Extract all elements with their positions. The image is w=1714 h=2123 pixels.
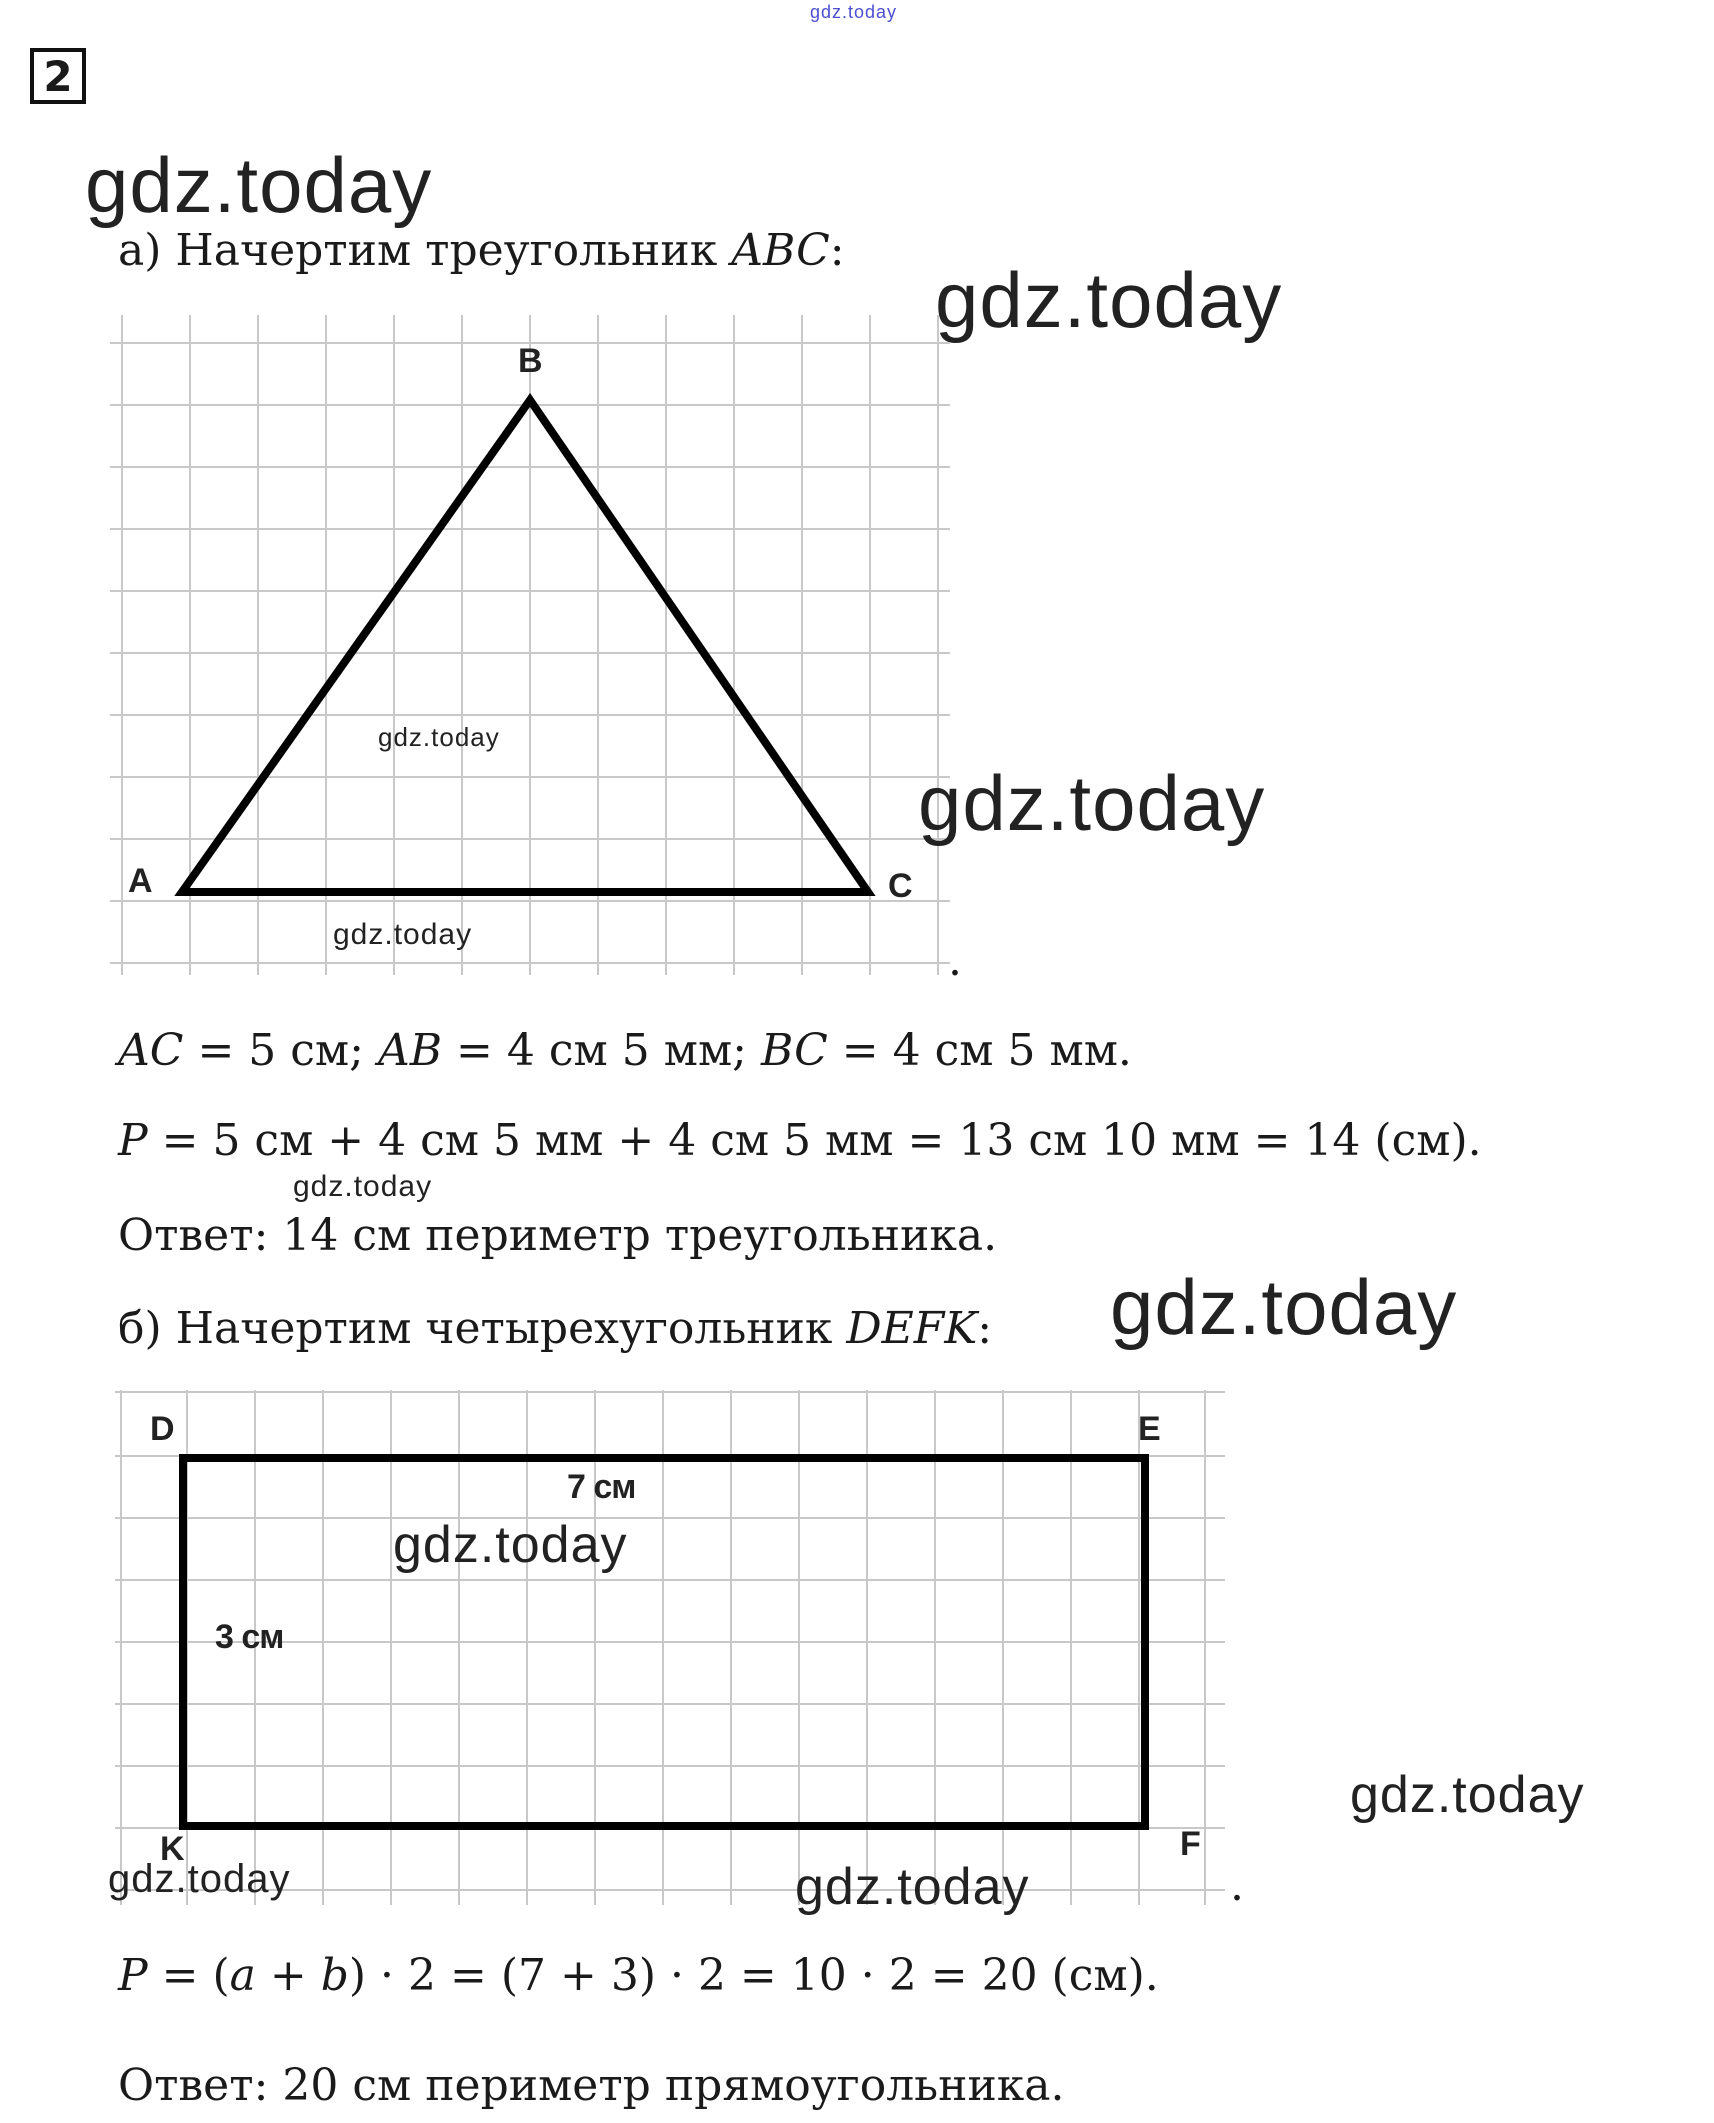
vertex-c-label: C: [888, 867, 913, 905]
grid: [110, 315, 950, 975]
perimeter-symbol: P: [118, 1115, 148, 1166]
vertex-f-label: F: [1180, 1825, 1201, 1863]
watermark: gdz.today: [1110, 1263, 1458, 1351]
vertex-e-label: E: [1138, 1410, 1161, 1448]
watermark: gdz.today: [935, 256, 1283, 344]
perimeter-a-expression: = 5 см + 4 см 5 мм + 4 см 5 мм = 13 см 10 мм = 14 (см).: [147, 1115, 1482, 1166]
watermark: gdz.today: [393, 1516, 628, 1574]
perimeter-b-line: [118, 1950, 1159, 2001]
triangle-figure: [110, 315, 970, 980]
width-label: 3 см: [215, 1618, 284, 1656]
vertex-k-label: K: [160, 1830, 185, 1868]
watermark: gdz.today: [293, 1170, 433, 1203]
answer-a: Ответ: 14 см периметр треугольника.: [118, 1210, 998, 1261]
side-ab-value: = 4 см 5 мм;: [442, 1025, 761, 1076]
side-ac-value: = 5 см;: [183, 1025, 378, 1076]
watermark: gdz.today: [85, 141, 433, 229]
side-bc: BC: [760, 1025, 828, 1076]
watermark: gdz.today: [378, 722, 500, 752]
part-b-heading-var: DEFK: [846, 1303, 978, 1354]
part-b-heading-prefix: б) Начертим четырехугольник: [118, 1303, 847, 1354]
part-a-heading-suffix: :: [829, 225, 845, 276]
side-bc-value: = 4 см 5 мм.: [827, 1025, 1132, 1076]
task-number-badge: 2: [30, 48, 86, 104]
watermark: gdz.today: [918, 759, 1266, 847]
figure-end-dot: .: [1230, 1860, 1244, 1911]
answer-b: Ответ: 20 см периметр прямоугольника.: [118, 2060, 1065, 2111]
perimeter-b-plus: +: [255, 1950, 321, 2001]
vertex-b-label: B: [518, 342, 543, 380]
var-a: a: [229, 1950, 256, 2001]
triangle-abc: [182, 400, 868, 892]
perimeter-symbol: P: [118, 1950, 148, 2001]
side-ac: AC: [118, 1025, 184, 1076]
length-label: 7 см: [567, 1468, 636, 1506]
perimeter-a-line: [118, 1115, 1482, 1166]
top-watermark: gdz.today: [810, 2, 898, 22]
part-a-heading-var: ABC: [731, 225, 830, 276]
watermark: gdz.today: [795, 1858, 1030, 1916]
figure-end-dot: .: [948, 935, 962, 986]
perimeter-b-open: = (: [147, 1950, 230, 2001]
perimeter-b-expression: ) · 2 = (7 + 3) · 2 = 10 · 2 = 20 (см).: [348, 1950, 1159, 2001]
var-b: b: [320, 1950, 349, 2001]
watermark: gdz.today: [108, 1857, 291, 1901]
watermark: gdz.today: [333, 918, 473, 951]
part-a-heading: [118, 225, 845, 276]
side-ab: AB: [377, 1025, 443, 1076]
sides-line: [118, 1025, 1132, 1076]
part-a-heading-prefix: а) Начертим треугольник: [118, 225, 732, 276]
part-b-heading-suffix: :: [977, 1303, 993, 1354]
part-b-heading: [118, 1303, 992, 1354]
vertex-d-label: D: [150, 1410, 175, 1448]
vertex-a-label: A: [128, 862, 153, 900]
watermark: gdz.today: [1350, 1766, 1585, 1824]
